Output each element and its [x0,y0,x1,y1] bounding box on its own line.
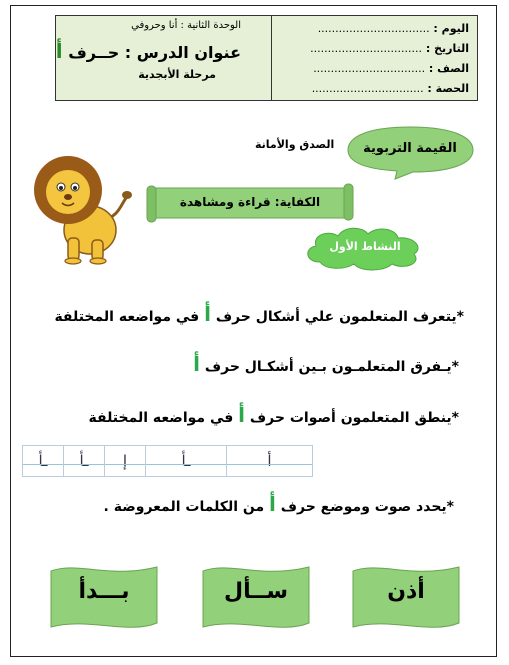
objective-letter: أ [269,492,276,516]
objective-text: *يتعرف المتعلمون علي أشكال حرف [215,309,464,325]
activity-cloud [300,224,430,272]
field-label: الحصة : [427,82,469,95]
objective-text: في مواضعه المختلفة [88,410,234,426]
competence-text: الكفاية: قراءة ومشاهدة [179,195,321,209]
objective-3 [89,403,459,427]
objective-text: في مواضعه المختلفة [54,309,200,325]
letter-form: ـأ [181,452,191,470]
lesson-header [55,15,478,101]
word-text: أذن [387,579,425,604]
field-period [312,82,469,95]
field-label: التاريخ : [425,42,469,55]
objective-text: *يـفرق المتعلمـون بـين أشكـال حرف [204,359,459,375]
objective-text: من الكلمات المعروضة . [103,499,265,515]
page-border [10,5,497,657]
objective-2 [193,352,459,376]
word-card-1 [350,563,462,633]
activity-title: النشاط الأول [329,240,401,253]
stage-label: مرحلة الأبجدية [138,68,216,81]
letter-form-cell [64,445,105,477]
letter-form: أ [267,452,272,470]
unit-title: الوحدة الثانية : أنا وحروفي [131,20,241,31]
letter-form: ـأ [79,452,89,470]
word-card-2 [200,563,312,633]
field-dots: ................................ [310,42,423,55]
field-dots: ................................ [317,22,430,35]
objective-text: *ينطق المتعلمون أصوات حرف [249,410,459,426]
word-text: بـــدأ [78,579,130,604]
objective-letter: أ [204,302,211,326]
lion-icon [32,150,132,265]
value-bubble [345,124,475,176]
objective-letter: أ [193,352,200,376]
competence-banner [145,182,355,226]
objective-1 [54,302,464,326]
value-text: الصدق والأمانة [255,138,335,151]
letter-form: ـأ [38,452,48,470]
lesson-title [56,39,241,63]
field-day [318,22,469,35]
letter-form: إ [122,452,128,470]
word-card-3 [48,563,160,633]
field-date [310,42,469,55]
header-fields-panel [272,16,477,100]
field-class [313,62,469,75]
field-label: اليوم : [433,22,469,35]
letter-forms-strip [22,445,313,477]
objective-text: *يحدد صوت وموضع حرف [280,499,454,515]
letter-form-cell [227,445,313,477]
objective-letter: أ [238,403,246,427]
lesson-letter: أ [55,39,63,63]
objective-4 [104,492,454,516]
letter-form-cell [22,445,64,477]
letter-form-cell [105,445,146,477]
lesson-title-text: عنوان الدرس : حــرف [68,43,241,62]
field-dots: ................................ [311,82,424,95]
letter-form-cell [146,445,227,477]
header-title-panel [56,16,272,100]
word-text: ســأل [223,579,289,604]
field-label: الصف : [428,62,469,75]
value-title: القيمة التربوية [363,141,457,156]
field-dots: ................................ [313,62,426,75]
